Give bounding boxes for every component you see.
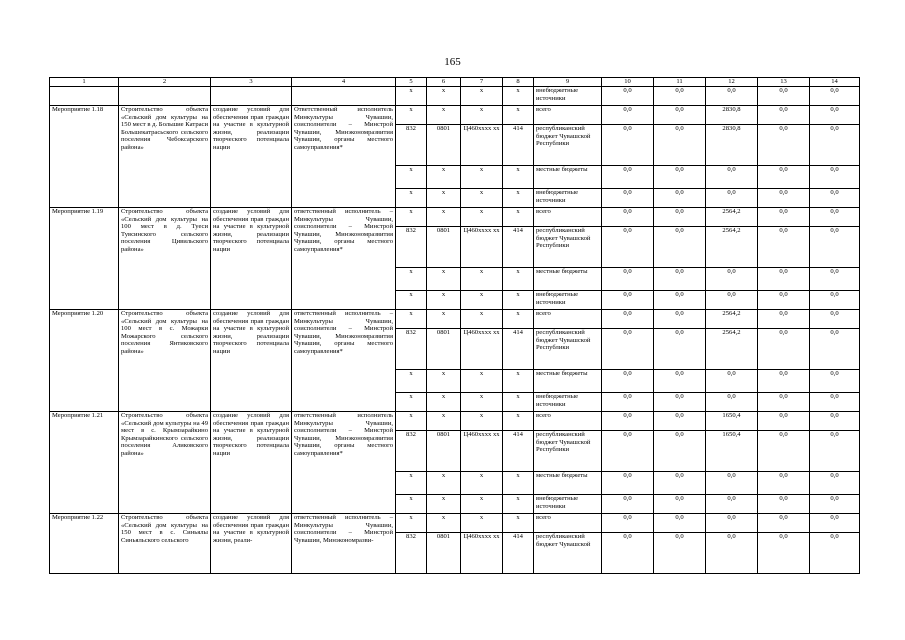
column-number-row bbox=[50, 78, 860, 87]
measure-name: Строительство объекта «Сельский дом культуры на 100 мест в с. Можарки Можарского сельского поселения Янтиковского района» bbox=[119, 310, 211, 412]
cell-target-article: х bbox=[461, 106, 503, 125]
cell-value: 0,0 bbox=[758, 533, 810, 574]
budget-table bbox=[49, 77, 860, 574]
cell-value: 0,0 bbox=[758, 472, 810, 495]
cell-value: 0,0 bbox=[706, 393, 758, 412]
cell-section: 0801 bbox=[427, 533, 461, 574]
cell-ministry: х bbox=[396, 370, 427, 393]
cell-ministry: х bbox=[396, 393, 427, 412]
cell-ministry: х bbox=[396, 291, 427, 310]
cell-value: 0,0 bbox=[602, 533, 654, 574]
cell-value: 0,0 bbox=[810, 370, 860, 393]
cell-value: 0,0 bbox=[810, 533, 860, 574]
cell-section: х bbox=[427, 87, 461, 106]
cell-funding-source: всего bbox=[534, 412, 602, 431]
table-row bbox=[50, 310, 860, 329]
cell-value: 2564,2 bbox=[706, 310, 758, 329]
cell-value: 0,0 bbox=[758, 514, 810, 533]
cell-value: 0,0 bbox=[602, 329, 654, 370]
cell-funding-source: внебюджетные источники bbox=[534, 87, 602, 106]
column-number: 5 bbox=[396, 78, 427, 87]
cell-value: 0,0 bbox=[810, 310, 860, 329]
cell-target-article: Ц460хххх хх bbox=[461, 329, 503, 370]
cell-value: 0,0 bbox=[602, 472, 654, 495]
cell-funding-source: республиканский бюджет Чувашской Республики bbox=[534, 431, 602, 472]
cell-value: 0,0 bbox=[654, 189, 706, 208]
cell-value: 0,0 bbox=[654, 514, 706, 533]
cell-ministry: х bbox=[396, 268, 427, 291]
cell-ministry: 832 bbox=[396, 227, 427, 268]
column-number: 10 bbox=[602, 78, 654, 87]
measure-executor: Ответственный исполнитель Минкультуры Чувашии, соисполнители – Минстрой Чувашии, Минэкономразвития Чувашии, органы местного самоуправления* bbox=[292, 106, 396, 208]
cell-ministry: х bbox=[396, 189, 427, 208]
cell-funding-source: всего bbox=[534, 310, 602, 329]
cell-ministry: х bbox=[396, 87, 427, 106]
cell-expense-type: х bbox=[503, 310, 534, 329]
cell-expense-type: 414 bbox=[503, 125, 534, 166]
cell-value: 0,0 bbox=[602, 291, 654, 310]
cell-expense-type: х bbox=[503, 393, 534, 412]
cell-expense-type: х bbox=[503, 370, 534, 393]
cell-target-article: х bbox=[461, 495, 503, 514]
cell-value: 0,0 bbox=[602, 87, 654, 106]
cell-value: 0,0 bbox=[810, 87, 860, 106]
cell-expense-type: х bbox=[503, 472, 534, 495]
cell-expense-type: 414 bbox=[503, 431, 534, 472]
cell-value: 0,0 bbox=[758, 106, 810, 125]
cell-value: 0,0 bbox=[602, 310, 654, 329]
cell-value: 0,0 bbox=[758, 495, 810, 514]
measure-code: Мероприятие 1.22 bbox=[50, 514, 119, 574]
cell-value: 0,0 bbox=[602, 189, 654, 208]
cell-target-article: х bbox=[461, 412, 503, 431]
cell-funding-source: республиканский бюджет Чувашской Республики bbox=[534, 329, 602, 370]
empty-cell bbox=[119, 87, 211, 106]
cell-value: 0,0 bbox=[654, 370, 706, 393]
cell-funding-source: республиканский бюджет Чувашской bbox=[534, 533, 602, 574]
cell-value: 0,0 bbox=[602, 106, 654, 125]
column-number: 4 bbox=[292, 78, 396, 87]
measure-code: Мероприятие 1.20 bbox=[50, 310, 119, 412]
cell-value: 0,0 bbox=[602, 227, 654, 268]
column-number: 13 bbox=[758, 78, 810, 87]
cell-value: 0,0 bbox=[602, 370, 654, 393]
measure-goal: создание условий для обеспечения прав граждан на участие в культурной жизни, реализации творческого потенциала нации bbox=[211, 412, 292, 514]
cell-expense-type: х bbox=[503, 291, 534, 310]
cell-value: 0,0 bbox=[758, 227, 810, 268]
column-number: 7 bbox=[461, 78, 503, 87]
cell-section: х bbox=[427, 412, 461, 431]
cell-expense-type: х bbox=[503, 208, 534, 227]
cell-value: 0,0 bbox=[758, 412, 810, 431]
cell-expense-type: х bbox=[503, 268, 534, 291]
cell-value: 1650,4 bbox=[706, 412, 758, 431]
cell-ministry: х bbox=[396, 514, 427, 533]
cell-ministry: 832 bbox=[396, 125, 427, 166]
cell-section: х bbox=[427, 370, 461, 393]
cell-value: 0,0 bbox=[654, 393, 706, 412]
cell-value: 0,0 bbox=[654, 106, 706, 125]
cell-target-article: Ц460хххх хх bbox=[461, 431, 503, 472]
cell-section: 0801 bbox=[427, 125, 461, 166]
cell-value: 0,0 bbox=[810, 514, 860, 533]
cell-section: х bbox=[427, 291, 461, 310]
cell-target-article: Ц460хххх хх bbox=[461, 533, 503, 574]
cell-value: 0,0 bbox=[654, 431, 706, 472]
cell-target-article: х bbox=[461, 291, 503, 310]
cell-value: 0,0 bbox=[810, 208, 860, 227]
cell-value: 0,0 bbox=[706, 189, 758, 208]
cell-value: 0,0 bbox=[758, 291, 810, 310]
column-number: 9 bbox=[534, 78, 602, 87]
cell-value: 0,0 bbox=[810, 268, 860, 291]
measure-executor: ответственный исполнитель – Минкультуры Чувашии, соисполнители – Минстрой Чувашии, Минэкономразви- bbox=[292, 514, 396, 574]
cell-funding-source: республиканский бюджет Чувашской Республики bbox=[534, 227, 602, 268]
measure-executor: ответственный исполнитель Минкультуры Чувашии, соисполнители – Минстрой Чувашии, Минэкономразвития Чувашии, органы местного самоуправления* bbox=[292, 412, 396, 514]
cell-value: 0,0 bbox=[758, 329, 810, 370]
cell-ministry: 832 bbox=[396, 431, 427, 472]
cell-funding-source: республиканский бюджет Чувашской Республики bbox=[534, 125, 602, 166]
column-number: 1 bbox=[50, 78, 119, 87]
cell-value: 0,0 bbox=[706, 514, 758, 533]
cell-value: 0,0 bbox=[810, 495, 860, 514]
cell-expense-type: х bbox=[503, 166, 534, 189]
cell-target-article: х bbox=[461, 268, 503, 291]
cell-funding-source: всего bbox=[534, 208, 602, 227]
measure-goal: создание условий для обеспечения прав граждан на участие в культурной жизни, реали- bbox=[211, 514, 292, 574]
cell-value: 0,0 bbox=[602, 166, 654, 189]
cell-target-article: х bbox=[461, 208, 503, 227]
cell-value: 0,0 bbox=[602, 125, 654, 166]
cell-value: 0,0 bbox=[810, 393, 860, 412]
table-row bbox=[50, 208, 860, 227]
cell-value: 0,0 bbox=[810, 412, 860, 431]
cell-value: 0,0 bbox=[654, 291, 706, 310]
column-number: 3 bbox=[211, 78, 292, 87]
measure-executor: ответственный исполнитель – Минкультуры Чувашии, соисполнители – Минстрой Чувашии, Минэкономразвития Чувашии, органы местного самоуправления* bbox=[292, 310, 396, 412]
empty-cell bbox=[211, 87, 292, 106]
table-row bbox=[50, 106, 860, 125]
cell-target-article: х bbox=[461, 514, 503, 533]
cell-target-article: Ц460хххх хх bbox=[461, 227, 503, 268]
measure-code: Мероприятие 1.19 bbox=[50, 208, 119, 310]
cell-value: 0,0 bbox=[602, 495, 654, 514]
cell-value: 0,0 bbox=[654, 310, 706, 329]
cell-value: 0,0 bbox=[706, 370, 758, 393]
cell-value: 1650,4 bbox=[706, 431, 758, 472]
cell-ministry: х bbox=[396, 472, 427, 495]
table-row bbox=[50, 87, 860, 106]
cell-value: 0,0 bbox=[810, 431, 860, 472]
measure-goal: создание условий для обеспечения прав граждан на участие в культурной жизни, реализации творческого потенциала нации bbox=[211, 310, 292, 412]
column-number: 14 bbox=[810, 78, 860, 87]
cell-target-article: х bbox=[461, 87, 503, 106]
cell-value: 0,0 bbox=[654, 87, 706, 106]
measure-goal: создание условий для обеспечения прав граждан на участие в культурной жизни, реализации творческого потенциала нации bbox=[211, 208, 292, 310]
cell-value: 0,0 bbox=[758, 370, 810, 393]
cell-value: 2564,2 bbox=[706, 329, 758, 370]
measure-code: Мероприятие 1.21 bbox=[50, 412, 119, 514]
cell-expense-type: х bbox=[503, 87, 534, 106]
cell-value: 0,0 bbox=[654, 125, 706, 166]
cell-value: 2830,8 bbox=[706, 106, 758, 125]
cell-section: х bbox=[427, 166, 461, 189]
cell-value: 0,0 bbox=[706, 87, 758, 106]
measure-name: Строительство объекта «Сельский дом культуры на 49 мест в с. Крымзарайкино Крымзарайкинского сельского поселения Аликовского района» bbox=[119, 412, 211, 514]
measure-name: Строительство объекта «Сельский дом культуры на 150 мест в с. Синьялы Синьяльского сельского bbox=[119, 514, 211, 574]
cell-funding-source: местные бюджеты bbox=[534, 268, 602, 291]
cell-section: х bbox=[427, 393, 461, 412]
cell-expense-type: х bbox=[503, 189, 534, 208]
column-number: 6 bbox=[427, 78, 461, 87]
cell-value: 0,0 bbox=[654, 227, 706, 268]
cell-ministry: х bbox=[396, 208, 427, 227]
cell-value: 0,0 bbox=[706, 166, 758, 189]
page-number: 165 bbox=[444, 56, 461, 68]
cell-expense-type: х bbox=[503, 495, 534, 514]
cell-ministry: х bbox=[396, 495, 427, 514]
cell-value: 0,0 bbox=[810, 106, 860, 125]
cell-section: х bbox=[427, 208, 461, 227]
cell-value: 0,0 bbox=[810, 166, 860, 189]
cell-value: 0,0 bbox=[602, 393, 654, 412]
cell-expense-type: 414 bbox=[503, 227, 534, 268]
cell-target-article: х bbox=[461, 472, 503, 495]
cell-expense-type: х bbox=[503, 412, 534, 431]
cell-value: 0,0 bbox=[654, 495, 706, 514]
cell-value: 0,0 bbox=[654, 472, 706, 495]
cell-ministry: 832 bbox=[396, 533, 427, 574]
table-row bbox=[50, 412, 860, 431]
cell-value: 2830,8 bbox=[706, 125, 758, 166]
cell-expense-type: х bbox=[503, 106, 534, 125]
cell-funding-source: всего bbox=[534, 106, 602, 125]
cell-ministry: х bbox=[396, 166, 427, 189]
cell-ministry: х bbox=[396, 412, 427, 431]
cell-section: 0801 bbox=[427, 431, 461, 472]
cell-section: х bbox=[427, 495, 461, 514]
cell-funding-source: всего bbox=[534, 514, 602, 533]
measure-name: Строительство объекта «Сельский дом культуры на 100 мест в д. Туеси Тувсинского сельского поселения Цивильского района» bbox=[119, 208, 211, 310]
table-row bbox=[50, 514, 860, 533]
cell-value: 0,0 bbox=[758, 189, 810, 208]
cell-funding-source: местные бюджеты bbox=[534, 370, 602, 393]
cell-section: х bbox=[427, 268, 461, 291]
cell-value: 0,0 bbox=[758, 431, 810, 472]
cell-ministry: 832 bbox=[396, 329, 427, 370]
cell-value: 0,0 bbox=[654, 533, 706, 574]
cell-value: 0,0 bbox=[654, 268, 706, 291]
cell-ministry: х bbox=[396, 106, 427, 125]
cell-section: х bbox=[427, 472, 461, 495]
cell-target-article: Ц460хххх хх bbox=[461, 125, 503, 166]
cell-section: х bbox=[427, 310, 461, 329]
cell-value: 0,0 bbox=[758, 208, 810, 227]
cell-section: 0801 bbox=[427, 227, 461, 268]
cell-value: 0,0 bbox=[810, 227, 860, 268]
empty-cell bbox=[50, 87, 119, 106]
cell-funding-source: внебюджетные источники bbox=[534, 393, 602, 412]
cell-target-article: х bbox=[461, 166, 503, 189]
cell-expense-type: х bbox=[503, 514, 534, 533]
cell-section: х bbox=[427, 514, 461, 533]
empty-cell bbox=[292, 87, 396, 106]
cell-value: 0,0 bbox=[810, 189, 860, 208]
cell-section: 0801 bbox=[427, 329, 461, 370]
cell-funding-source: внебюджетные источники bbox=[534, 189, 602, 208]
cell-section: х bbox=[427, 106, 461, 125]
cell-target-article: х bbox=[461, 393, 503, 412]
cell-value: 0,0 bbox=[706, 495, 758, 514]
cell-expense-type: 414 bbox=[503, 329, 534, 370]
cell-value: 0,0 bbox=[810, 291, 860, 310]
column-number: 8 bbox=[503, 78, 534, 87]
cell-funding-source: местные бюджеты bbox=[534, 472, 602, 495]
cell-value: 0,0 bbox=[706, 533, 758, 574]
cell-value: 0,0 bbox=[706, 268, 758, 291]
cell-value: 0,0 bbox=[758, 268, 810, 291]
cell-value: 0,0 bbox=[602, 431, 654, 472]
cell-value: 0,0 bbox=[758, 393, 810, 412]
measure-goal: создание условий для обеспечения прав граждан на участие в культурной жизни, реализации творческого потенциала нации bbox=[211, 106, 292, 208]
cell-value: 0,0 bbox=[758, 310, 810, 329]
cell-value: 0,0 bbox=[810, 472, 860, 495]
cell-value: 0,0 bbox=[758, 166, 810, 189]
cell-value: 0,0 bbox=[758, 87, 810, 106]
cell-value: 0,0 bbox=[810, 125, 860, 166]
cell-value: 0,0 bbox=[654, 208, 706, 227]
cell-value: 2564,2 bbox=[706, 227, 758, 268]
cell-section: х bbox=[427, 189, 461, 208]
cell-expense-type: 414 bbox=[503, 533, 534, 574]
cell-value: 0,0 bbox=[602, 412, 654, 431]
cell-target-article: х bbox=[461, 310, 503, 329]
measure-executor: ответственный исполнитель – Минкультуры Чувашии, соисполнители – Минстрой Чувашии, Минэкономразвития Чувашии, органы местного самоуправления* bbox=[292, 208, 396, 310]
cell-value: 0,0 bbox=[758, 125, 810, 166]
cell-ministry: х bbox=[396, 310, 427, 329]
column-number: 2 bbox=[119, 78, 211, 87]
cell-value: 2564,2 bbox=[706, 208, 758, 227]
column-number: 12 bbox=[706, 78, 758, 87]
cell-value: 0,0 bbox=[602, 208, 654, 227]
cell-value: 0,0 bbox=[602, 268, 654, 291]
column-number: 11 bbox=[654, 78, 706, 87]
cell-funding-source: местные бюджеты bbox=[534, 166, 602, 189]
cell-value: 0,0 bbox=[654, 412, 706, 431]
measure-code: Мероприятие 1.18 bbox=[50, 106, 119, 208]
cell-value: 0,0 bbox=[706, 291, 758, 310]
cell-value: 0,0 bbox=[810, 329, 860, 370]
cell-funding-source: внебюджетные источники bbox=[534, 291, 602, 310]
cell-value: 0,0 bbox=[654, 166, 706, 189]
measure-name: Строительство объекта «Сельский дом культуры на 150 мест в д. Большие Катраси Большекатрасьского сельского поселения Чебоксарского района» bbox=[119, 106, 211, 208]
cell-value: 0,0 bbox=[602, 514, 654, 533]
cell-target-article: х bbox=[461, 370, 503, 393]
cell-value: 0,0 bbox=[706, 472, 758, 495]
cell-value: 0,0 bbox=[654, 329, 706, 370]
cell-target-article: х bbox=[461, 189, 503, 208]
cell-funding-source: внебюджетные источники bbox=[534, 495, 602, 514]
